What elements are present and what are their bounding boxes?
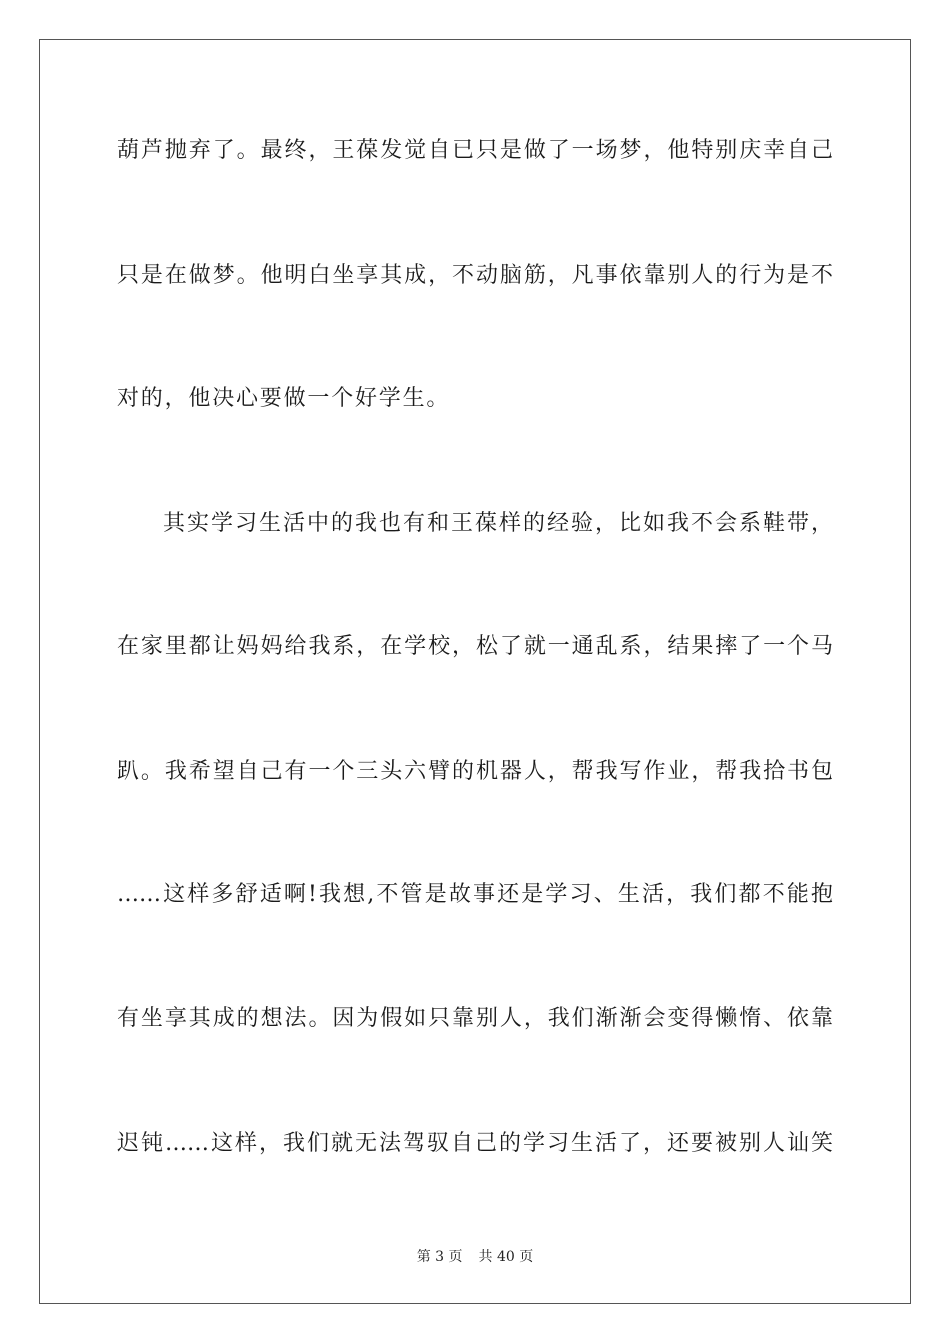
body-line: 趴。我希望自己有一个三头六臂的机器人，帮我写作业，帮我拾书包 (117, 759, 833, 784)
body-line: 有坐享其成的想法。因为假如只靠别人，我们渐渐会变得懒惰、依靠 (117, 1006, 833, 1031)
body-line: 葫芦抛弃了。最终，王葆发觉自已只是做了一场梦，他特别庆幸自己 (117, 138, 833, 163)
body-line: 其实学习生活中的我也有和王葆样的经验，比如我不会系鞋带， (163, 511, 833, 536)
body-line: 对的，他决心要做一个好学生。 (117, 386, 451, 411)
page-total: 共 40 页 (478, 1249, 534, 1265)
body-line: ……这样多舒适啊!我想,不管是故事还是学习、生活，我们都不能抱 (117, 882, 833, 907)
body-line: 在家里都让妈妈给我系，在学校，松了就一通乱系，结果摔了一个马 (117, 634, 833, 659)
body-line: 只是在做梦。他明白坐享其成，不动脑筋，凡事依靠别人的行为是不 (117, 263, 833, 288)
page-footer (0, 1247, 950, 1267)
page-border (39, 39, 911, 1304)
page-number: 第 3 页 (416, 1249, 463, 1265)
body-line: 迟钝……这样，我们就无法驾驭自己的学习生活了，还要被别人讪笑 (117, 1131, 833, 1156)
